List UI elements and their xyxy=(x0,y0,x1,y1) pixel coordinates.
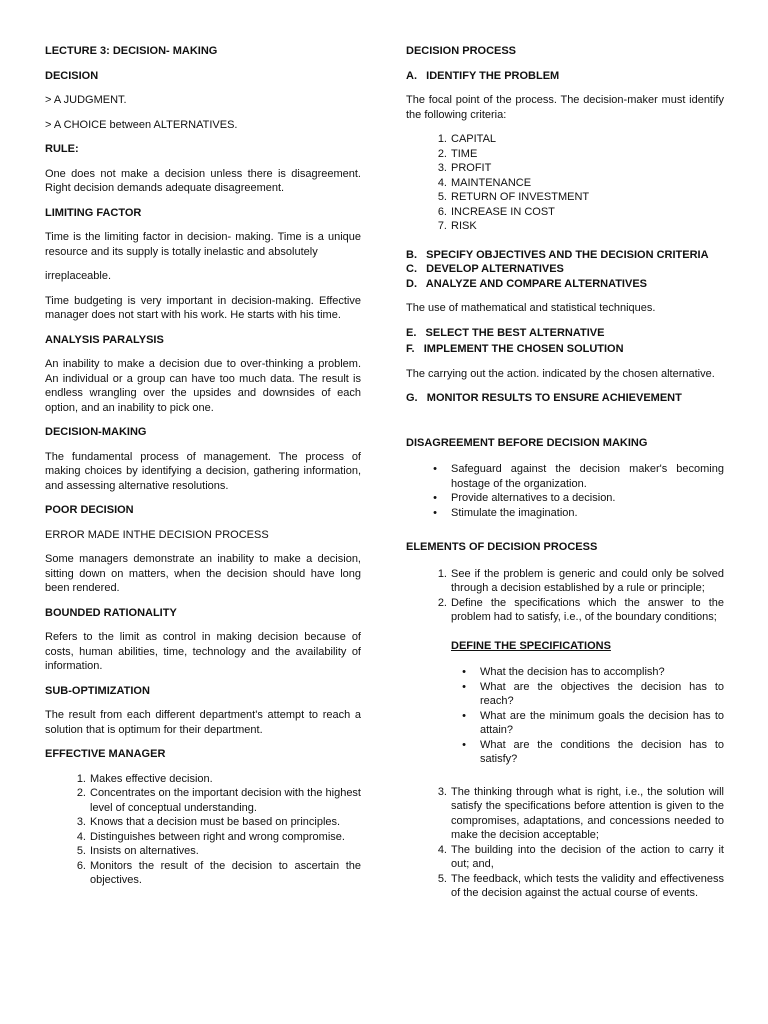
list-item: 1. See if the problem is generic and could only be solved through a decision established by a rule or principle; xyxy=(437,567,724,594)
step-e-heading: E. SELECT THE BEST ALTERNATIVE xyxy=(406,326,605,339)
rule-heading: RULE: xyxy=(45,143,79,155)
list-item: • What are the conditions the decision has to satisfy? xyxy=(462,738,724,765)
list-item: 4. MAINTENANCE xyxy=(437,176,532,189)
paralysis-text: An inability to make a decision due to over-thinking a problem. An individual or a group can have too much data. The result is endless wrangling over the upsides and downsides of each option, and an inability to pick one. xyxy=(45,358,361,414)
limiting-heading: LIMITING FACTOR xyxy=(45,206,142,219)
elements-list-a xyxy=(437,567,724,625)
limiting-text-3: Time budgeting is very important in decision-making. Effective manager does not start with his work. He starts with his time. xyxy=(45,294,361,321)
list-item: 7. RISK xyxy=(437,220,477,232)
disagreement-list xyxy=(433,462,724,520)
carry-text: The carrying out the action. indicated by the chosen alternative. xyxy=(406,367,715,380)
poor-decision-heading: POOR DECISION xyxy=(45,504,134,516)
step-d-heading: D. ANALYZE AND COMPARE ALTERNATIVES xyxy=(406,277,647,290)
list-item: 6. Monitors the result of the decision to ascertain the objectives. xyxy=(76,859,361,886)
list-item: 2. Define the specifications which the answer to the problem had to satisfy, i.e., of the boundary conditions; xyxy=(437,596,724,623)
list-item: 5. Insists on alternatives. xyxy=(76,845,199,857)
list-item: 4. Distinguishes between right and wrong compromise. xyxy=(76,830,345,843)
suboptimization-heading: SUB-OPTIMIZATION xyxy=(45,684,150,697)
step-a-heading: A. IDENTIFY THE PROBLEM xyxy=(406,69,560,82)
limiting-text-2: irreplaceable. xyxy=(45,270,112,282)
bounded-text: Refers to the limit as control in making decision because of costs, human abilities, time, technology and the availability of information. xyxy=(45,631,361,672)
left-column xyxy=(45,44,361,898)
decision-heading: DECISION xyxy=(45,69,99,82)
list-item: 4. The building into the decision of the action to carry it out; and, xyxy=(437,843,724,870)
specifications-list xyxy=(462,665,724,767)
list-item: 1. CAPITAL xyxy=(437,133,497,145)
list-item: 5. RETURN OF INVESTMENT xyxy=(437,191,590,203)
poor-decision-text-1: ERROR MADE INTHE DECISION PROCESS xyxy=(45,528,269,541)
suboptimization-text: The result from each different department's attempt to reach a solution that is optimum for their department. xyxy=(45,709,361,736)
list-item: 3. PROFIT xyxy=(437,162,492,174)
paralysis-heading: ANALYSIS PARALYSIS xyxy=(45,333,164,346)
list-item: • What are the objectives the decision has to reach? xyxy=(462,680,724,707)
list-item: 5. The feedback, which tests the validity and effectiveness of the decision against the actual course of events. xyxy=(437,872,724,899)
disagreement-heading: DISAGREEMENT BEFORE DECISION MAKING xyxy=(406,436,648,449)
list-item: • Provide alternatives to a decision. xyxy=(433,492,616,504)
elements-heading: ELEMENTS OF DECISION PROCESS xyxy=(406,541,598,553)
list-item: • Stimulate the imagination. xyxy=(433,506,578,519)
list-item: 1. Makes effective decision. xyxy=(76,772,213,785)
focal-text: The focal point of the process. The decision-maker must identify the following criteria: xyxy=(406,94,724,121)
decision-making-text: The fundamental process of management. The process of making choices by identifying a decision, gathering information, and assessing alternative resolutions. xyxy=(45,450,361,492)
step-b-heading: B. SPECIFY OBJECTIVES AND THE DECISION CRITERIA xyxy=(406,248,709,261)
poor-decision-text-2: Some managers demonstrate an inability to make a decision, sitting down on matters, when the decision should have long been rendered. xyxy=(45,553,361,594)
list-item: 6. INCREASE IN COST xyxy=(437,205,555,218)
effective-manager-heading: EFFECTIVE MANAGER xyxy=(45,748,166,760)
right-column xyxy=(406,44,724,911)
list-item: 2. TIME xyxy=(437,147,478,160)
decision-line-2: > A CHOICE between ALTERNATIVES. xyxy=(45,118,238,131)
math-text: The use of mathematical and statistical techniques. xyxy=(406,302,656,314)
decision-process-heading: DECISION PROCESS xyxy=(406,45,517,57)
decision-line-1: > A JUDGMENT. xyxy=(45,94,127,106)
list-item: • What are the minimum goals the decision has to attain? xyxy=(462,709,724,736)
list-item: 3. The thinking through what is right, i.e., the solution will satisfy the specifications before attention is given to the compromises, adaptations, and concessions needed to make the decision acceptable; xyxy=(437,785,724,841)
rule-text: One does not make a decision unless there is disagreement. Right decision demands adequate disagreement. xyxy=(45,167,361,194)
step-f-heading: F. IMPLEMENT THE CHOSEN SOLUTION xyxy=(406,343,624,355)
elements-list-b xyxy=(437,785,724,901)
criteria-list xyxy=(437,132,724,234)
limiting-text-1: Time is the limiting factor in decision- making. Time is a unique resource and its supply is totally inelastic and absolutely xyxy=(45,231,361,258)
step-c-heading: C. DEVELOP ALTERNATIVES xyxy=(406,263,564,275)
bounded-heading: BOUNDED RATIONALITY xyxy=(45,606,177,619)
list-item: 3. Knows that a decision must be based on principles. xyxy=(76,816,341,828)
decision-making-heading: DECISION-MAKING xyxy=(45,426,147,438)
list-item: 2. Concentrates on the important decision with the highest level of conceptual understanding. xyxy=(76,787,361,814)
list-item: • Safeguard against the decision maker's becoming hostage of the organization. xyxy=(433,463,724,490)
step-g-heading: G. MONITOR RESULTS TO ENSURE ACHIEVEMENT xyxy=(406,392,682,404)
lecture-title: LECTURE 3: DECISION- MAKING xyxy=(45,45,218,57)
list-item: • What the decision has to accomplish? xyxy=(462,666,665,678)
effective-manager-list xyxy=(76,772,361,888)
define-specifications-heading: DEFINE THE SPECIFICATIONS xyxy=(451,639,611,652)
